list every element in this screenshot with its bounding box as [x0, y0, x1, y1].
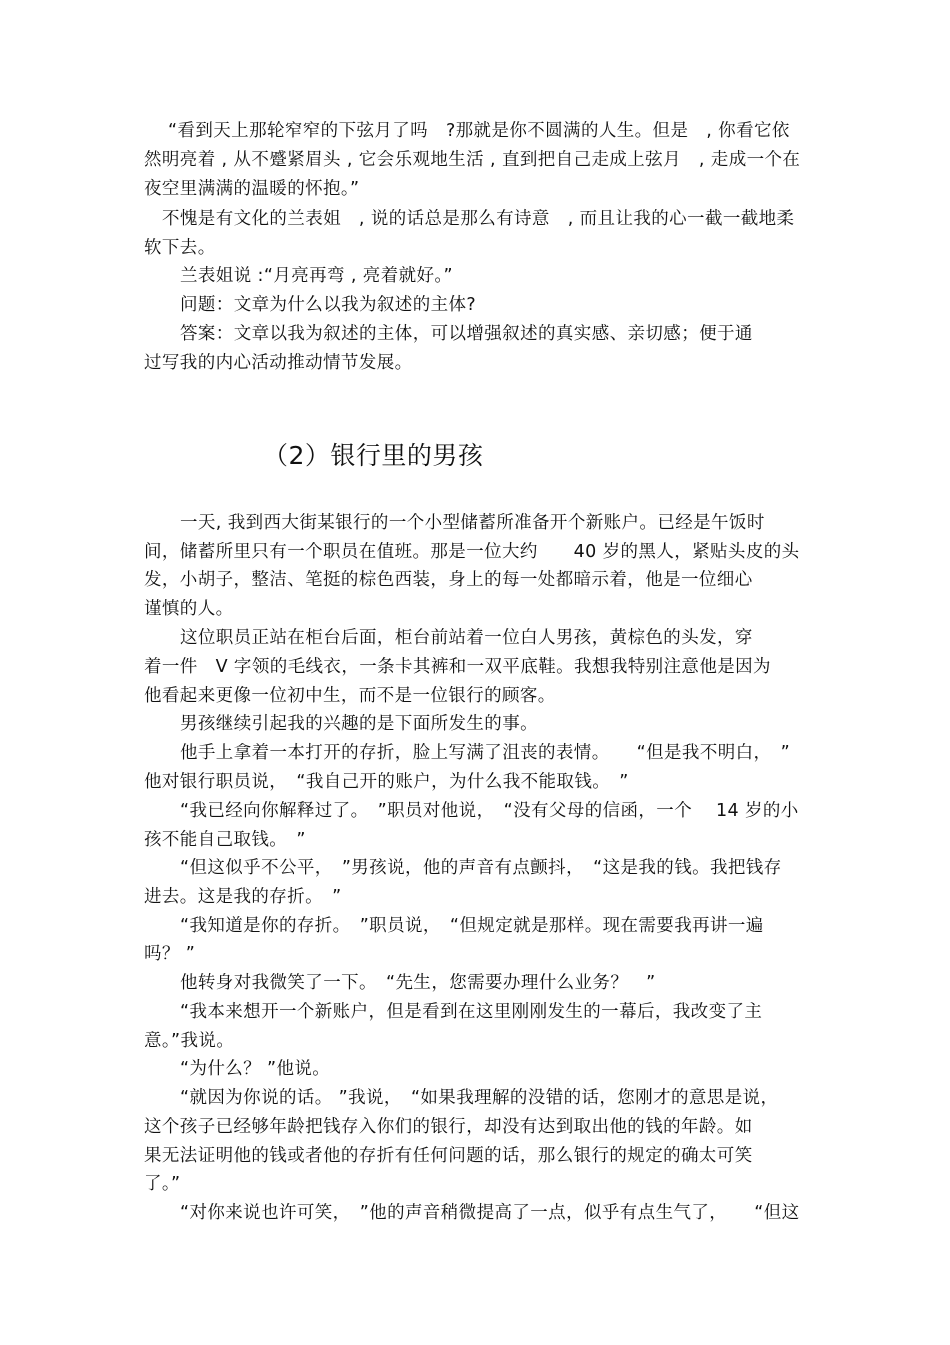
- paragraph-line: 进去。这是我的存折。 ”: [144, 887, 342, 907]
- paragraph-line: 着一件 V 字领的毛线衣，一条卡其裤和一双平底鞋。我想我特别注意他是因为: [144, 657, 771, 677]
- paragraph-line: “对你来说也许可笑， ”他的声音稍微提高了一点，似乎有点生气了， “但这: [180, 1203, 800, 1223]
- section-title: （2）银行里的男孩: [263, 441, 484, 470]
- paragraph-line: 孩不能自己取钱。 ”: [144, 830, 306, 850]
- paragraph-line: 意。”我说。: [144, 1031, 235, 1051]
- paragraph-line: 他转身对我微笑了一下。 “先生，您需要办理什么业务？ ”: [180, 973, 656, 993]
- paragraph-line: 谨慎的人。: [144, 599, 234, 619]
- paragraph-line: 了。”: [144, 1174, 181, 1194]
- paragraph-line: 这个孩子已经够年龄把钱存入你们的银行，却没有达到取出他的钱的年龄。如: [144, 1117, 753, 1137]
- paragraph-line: “我知道是你的存折。 ”职员说， “但规定就是那样。现在需要我再讲一遍: [180, 916, 764, 936]
- paragraph-line: 然明亮着 , 从不蹙紧眉头 , 它会乐观地生活 , 直到把自己走成上弦月 , 走成一个在: [144, 150, 801, 170]
- answer-line: 过写我的内心活动推动情节发展。: [144, 353, 413, 373]
- paragraph-line: 他手上拿着一本打开的存折，脸上写满了沮丧的表情。 “但是我不明白， ”: [180, 743, 791, 763]
- paragraph-line: 男孩继续引起我的兴趣的是下面所发生的事。: [180, 714, 538, 734]
- paragraph-line: 他看起来更像一位初中生，而不是一位银行的顾客。: [144, 686, 556, 706]
- paragraph-line: 这位职员正站在柜台后面，柜台前站着一位白人男孩，黄棕色的头发，穿: [180, 628, 753, 648]
- paragraph-line: 软下去。: [144, 238, 216, 258]
- paragraph-line: “但这似乎不公平， ”男孩说，他的声音有点颤抖， “这是我的钱。我把钱存: [180, 858, 782, 878]
- paragraph-line: 兰表姐说 :“月亮再弯 , 亮着就好。”: [180, 266, 454, 286]
- paragraph-line: “看到天上那轮窄窄的下弦月了吗 ?那就是你不圆满的人生。但是 , 你看它依: [168, 121, 790, 141]
- answer-line: 答案：文章以我为叙述的主体，可以增强叙述的真实感、亲切感；便于通: [180, 324, 753, 344]
- paragraph-line: “我已经向你解释过了。 ”职员对他说， “没有父母的信函，一个 14 岁的小: [180, 801, 799, 821]
- paragraph-line: 果无法证明他的钱或者他的存折有任何问题的话，那么银行的规定的确太可笑: [144, 1146, 753, 1166]
- question-line: 问题：文章为什么以我为叙述的主体?: [180, 295, 477, 315]
- paragraph-line: “就因为你说的话。 ”我说， “如果我理解的没错的话，您刚才的意思是说，: [180, 1088, 779, 1108]
- paragraph-line: 发，小胡子，整洁、笔挺的棕色西装，身上的每一处都暗示着，他是一位细心: [144, 570, 753, 590]
- paragraph-line: “我本来想开一个新账户，但是看到在这里刚刚发生的一幕后，我改变了主: [180, 1002, 763, 1022]
- paragraph-line: 间，储蓄所里只有一个职员在值班。那是一位大约 40 岁的黑人，紧贴头皮的头: [144, 542, 800, 562]
- paragraph-line: 夜空里满满的温暖的怀抱。”: [144, 179, 360, 199]
- paragraph-line: 一天, 我到西大街某银行的一个小型储蓄所准备开个新账户。已经是午饭时: [180, 513, 765, 533]
- paragraph-line: 不愧是有文化的兰表姐 , 说的话总是那么有诗意 , 而且让我的心一截一截地柔: [162, 209, 795, 229]
- paragraph-line: 吗？ ”: [144, 944, 196, 964]
- paragraph-line: 他对银行职员说， “我自己开的账户，为什么我不能取钱。 ”: [144, 772, 629, 792]
- paragraph-line: “为什么？ ”他说。: [180, 1059, 331, 1079]
